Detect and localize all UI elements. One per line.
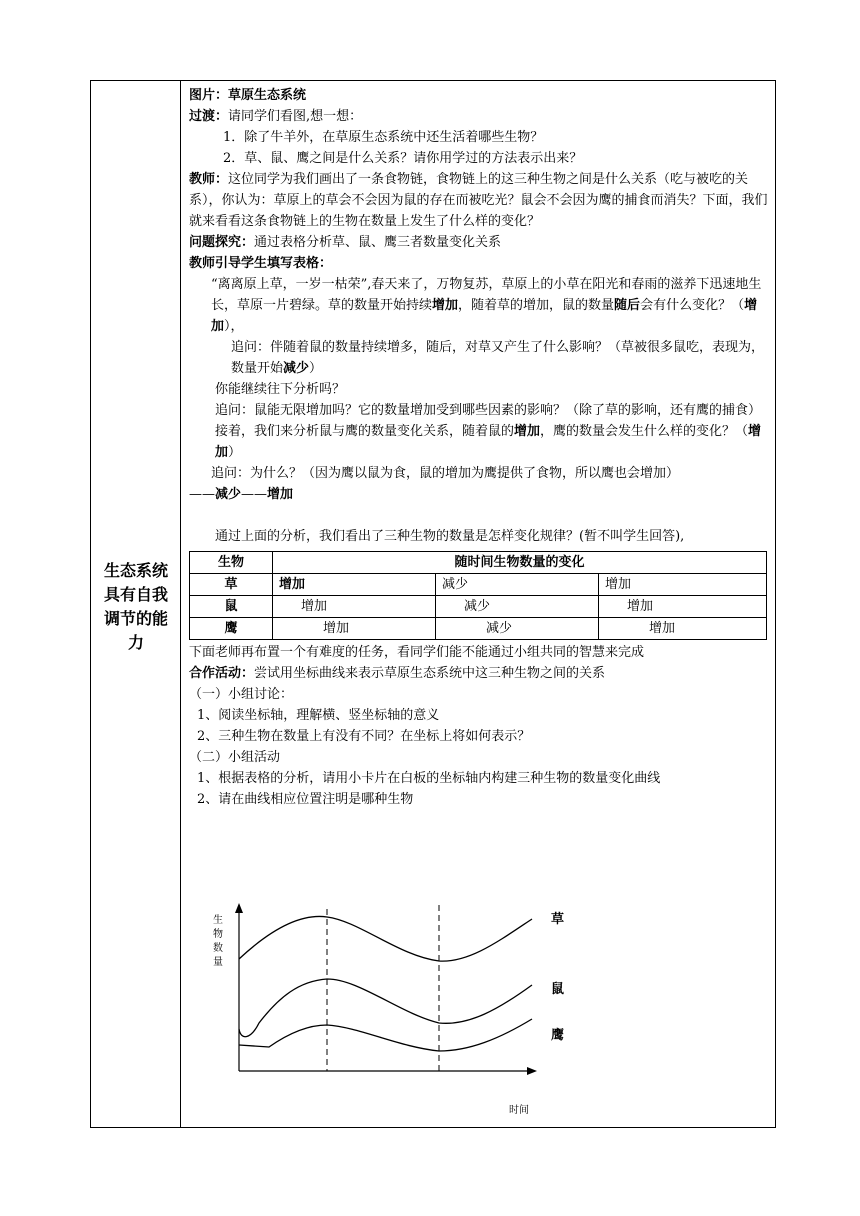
table-cell: 减少 xyxy=(436,596,599,618)
group-activity-heading: （二）小组活动 xyxy=(189,750,281,765)
guide-heading: 教师引导学生填写表格： xyxy=(189,256,333,271)
p2-text-a: 追问：伴随着鼠的数量持续增多，随后，对草又产生了什么影响？（草被很多鼠吃，表现为，数量开始 xyxy=(231,340,765,376)
p1-bold-b: 增加 xyxy=(432,298,459,313)
p2-text-c: ） xyxy=(309,361,323,376)
p7-bold-b: 减少 xyxy=(215,487,242,502)
paragraph-6: 追问：为什么？（因为鹰以鼠为食，鼠的增加为鹰提供了食物，所以鹰也会增加） xyxy=(211,466,680,481)
explore-text: 通过表格分析草、鼠、鹰三者数量变化关系 xyxy=(254,235,502,250)
table-header-cell: 随时间生物数量的变化 xyxy=(273,552,767,574)
teacher-label: 教师： xyxy=(189,172,229,187)
transition-line xyxy=(189,106,771,127)
y-axis-label-1: 生 xyxy=(213,915,223,926)
table-cell-name: 鹰 xyxy=(190,618,273,640)
left-column xyxy=(91,81,181,1127)
transition-label: 过渡： xyxy=(189,109,229,124)
population-chart xyxy=(199,901,679,1121)
grass-curve xyxy=(239,916,532,961)
content-cell xyxy=(189,85,771,810)
y-axis-label-4: 量 xyxy=(213,957,223,968)
table-cell: 增加 xyxy=(599,574,767,596)
coop-label: 合作活动： xyxy=(189,666,255,681)
transition-text: 请同学们看图,想一想： xyxy=(228,109,363,124)
table-header-row xyxy=(190,552,767,574)
spacer xyxy=(189,505,771,526)
group-activity-item-2: 2、请在曲线相应位置注明是哪种生物 xyxy=(197,792,414,807)
p1-text-e: 会有什么变化？（ xyxy=(640,298,745,313)
question-2: 2．草、鼠、鹰之间是什么关系？请你用学过的方法表示出来？ xyxy=(223,151,583,166)
table-row xyxy=(190,618,767,640)
question-1: 1．除了牛羊外，在草原生态系统中还生活着哪些生物？ xyxy=(223,130,544,145)
table-cell-name: 草 xyxy=(190,574,273,596)
teacher-text: 这位同学为我们画出了一条食物链，食物链上的这三种生物之间是什么关系（吃与被吃的关系），你认为：草原上的草会不会因为鼠的存在而被吃光？鼠会不会因为鹰的捕食而消失？下面，我们就来看看这条食物链上的生物在数量上发生了什么样的变化？ xyxy=(189,172,768,229)
p1-text-a: “离离原上草，一岁一枯荣”,春天来了，万物复苏，草原上的小草在阳光和春雨的滋养下迅速地生长，草原一片碧绿。草的数量开始持续 xyxy=(211,277,762,313)
paragraph-2 xyxy=(189,337,771,379)
coop-text: 尝试用坐标曲线来表示草原生态系统中这三种生物之间的关系 xyxy=(254,666,606,681)
table-cell: 增加 xyxy=(599,596,767,618)
table-cell: 减少 xyxy=(436,574,599,596)
p7-dash-c: —— xyxy=(241,487,268,502)
paragraph-4: 追问：鼠能无限增加吗？它的数量增加受到哪些因素的影响？（除了草的影响，还有鹰的捕食） xyxy=(215,403,762,418)
paragraph-5 xyxy=(189,421,771,463)
group-discussion-item-1: 1、阅读坐标轴，理解横、竖坐标轴的意义 xyxy=(197,708,440,723)
group-discussion-item-2: 2、三种生物在数量上有没有不同？在坐标上将如何表示？ xyxy=(197,729,531,744)
y-axis-label-2: 物 xyxy=(213,929,223,940)
coop-line xyxy=(189,663,771,684)
x-axis-arrow xyxy=(527,1067,537,1075)
mouse-curve xyxy=(239,979,532,1037)
paragraph-1 xyxy=(189,274,771,337)
p1-text-g: ）， xyxy=(224,319,244,334)
table-cell-name: 鼠 xyxy=(190,596,273,618)
after-table-line: 下面老师再布置一个有难度的任务，看同学们能不能通过小组共同的智慧来完成 xyxy=(189,645,645,660)
table-cell: 增加 xyxy=(273,596,436,618)
p5-text-e: ） xyxy=(228,445,242,460)
p5-text-c: ，鹰的数量会发生什么样的变化？（ xyxy=(540,424,749,439)
p1-text-c: ，随着草的增加，鼠的数量 xyxy=(458,298,615,313)
x-axis-label: 时间 xyxy=(509,1105,529,1116)
table-cell: 增加 xyxy=(599,618,767,640)
p5-text-a: 接着，我们来分析鼠与鹰的数量变化关系，随着鼠的 xyxy=(215,424,515,439)
p1-bold-d: 随后 xyxy=(614,298,641,313)
eagle-curve xyxy=(239,1019,532,1051)
table-row xyxy=(190,596,767,618)
explore-line xyxy=(189,232,771,253)
picture-title: 图片：草原生态系统 xyxy=(189,88,307,103)
y-axis-arrow xyxy=(235,903,243,913)
table-cell: 增加 xyxy=(273,574,436,596)
p7-dash-a: —— xyxy=(189,487,215,502)
p2-bold-b: 减少 xyxy=(283,361,310,376)
series-label-mouse: 鼠 xyxy=(551,982,565,997)
y-axis-label-3: 数 xyxy=(213,943,223,954)
explore-label: 问题探究： xyxy=(189,235,255,250)
series-label-grass: 草 xyxy=(551,912,565,927)
table-row xyxy=(190,574,767,596)
table-cell: 减少 xyxy=(436,618,599,640)
paragraph-3: 你能继续往下分析吗？ xyxy=(215,382,346,397)
paragraph-7 xyxy=(189,484,771,505)
p7-bold-d: 增加 xyxy=(267,487,294,502)
quantity-table xyxy=(189,551,767,640)
group-discussion-heading: （一）小组讨论： xyxy=(189,687,294,702)
lesson-table xyxy=(90,80,776,1128)
table-cell: 增加 xyxy=(273,618,436,640)
series-label-eagle: 鹰 xyxy=(551,1028,565,1043)
paragraph-8: 通过上面的分析，我们看出了三种生物的数量是怎样变化规律？(暂不叫学生回答), xyxy=(215,529,685,544)
p5-bold-d: 增加 xyxy=(215,424,762,460)
table-header-cell: 生物 xyxy=(190,552,273,574)
teacher-paragraph xyxy=(189,169,771,232)
p5-bold-b: 增加 xyxy=(514,424,541,439)
p1-bold-f: 增加 xyxy=(211,298,758,334)
side-label: 生态系统具有自我调节的能力 xyxy=(103,561,168,652)
group-activity-item-1: 1、根据表格的分析，请用小卡片在白板的坐标轴内构建三种生物的数量变化曲线 xyxy=(197,771,661,786)
